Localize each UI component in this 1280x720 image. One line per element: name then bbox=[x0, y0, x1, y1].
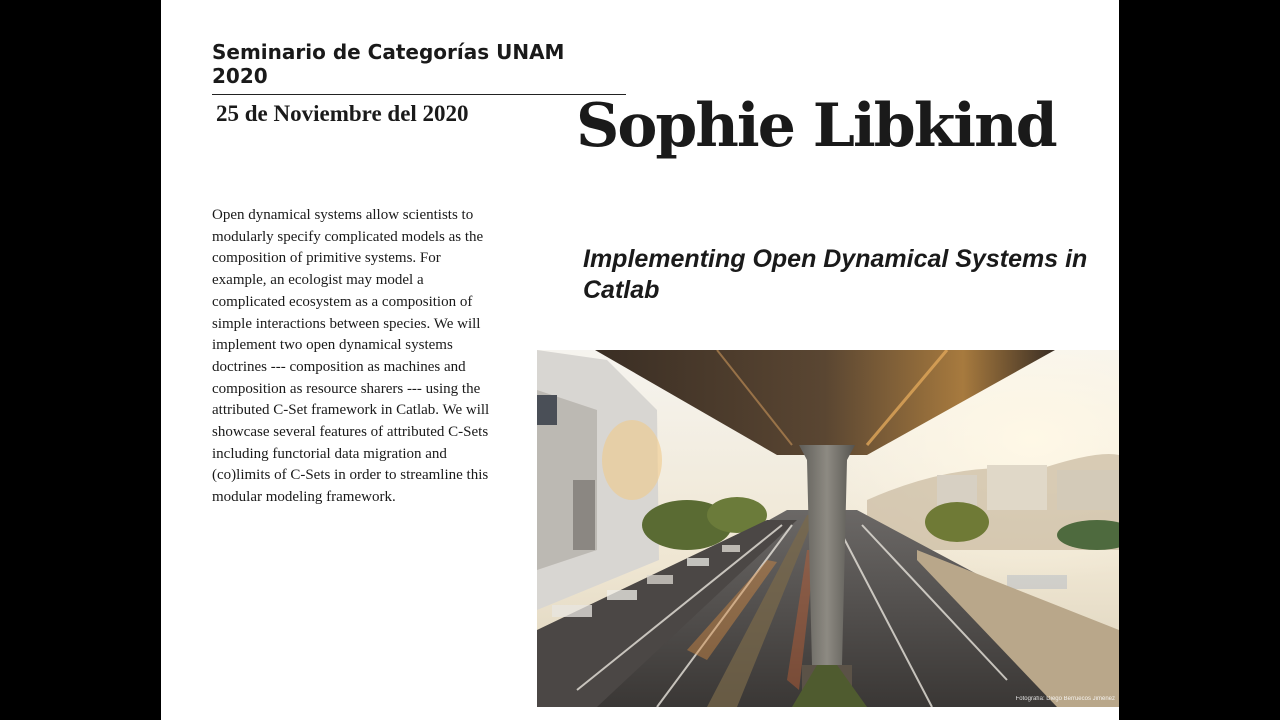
talk-title: Implementing Open Dynamical Systems in Catlab bbox=[583, 245, 1088, 304]
abstract-text: Open dynamical systems allow scientists to modularly specify complicated models as the composition of primitive systems. For example, an ecologist may model a complicated ecosystem as a composition of simple interactions between species. We will implement two open dynamical systems doctrines --- composition as machines and composition as resource sharers --- using the attributed C-Set framework in Catlab. We will showcase several features of attributed C-Sets including functorial data migration and (co)limits of C-Sets in order to streamline this modular modeling framework. bbox=[212, 207, 490, 506]
seminar-title: Seminario de Categorías UNAM 2020 bbox=[212, 40, 626, 95]
highway-overpass-photo bbox=[537, 350, 1119, 707]
talk-date: 25 de Noviembre del 2020 bbox=[216, 101, 469, 126]
speaker-name: Sophie Libkind bbox=[576, 91, 1056, 161]
photo-credit: Fotografía: Diego Berruecos Jiménez bbox=[1015, 696, 1115, 702]
slide bbox=[161, 0, 1119, 720]
